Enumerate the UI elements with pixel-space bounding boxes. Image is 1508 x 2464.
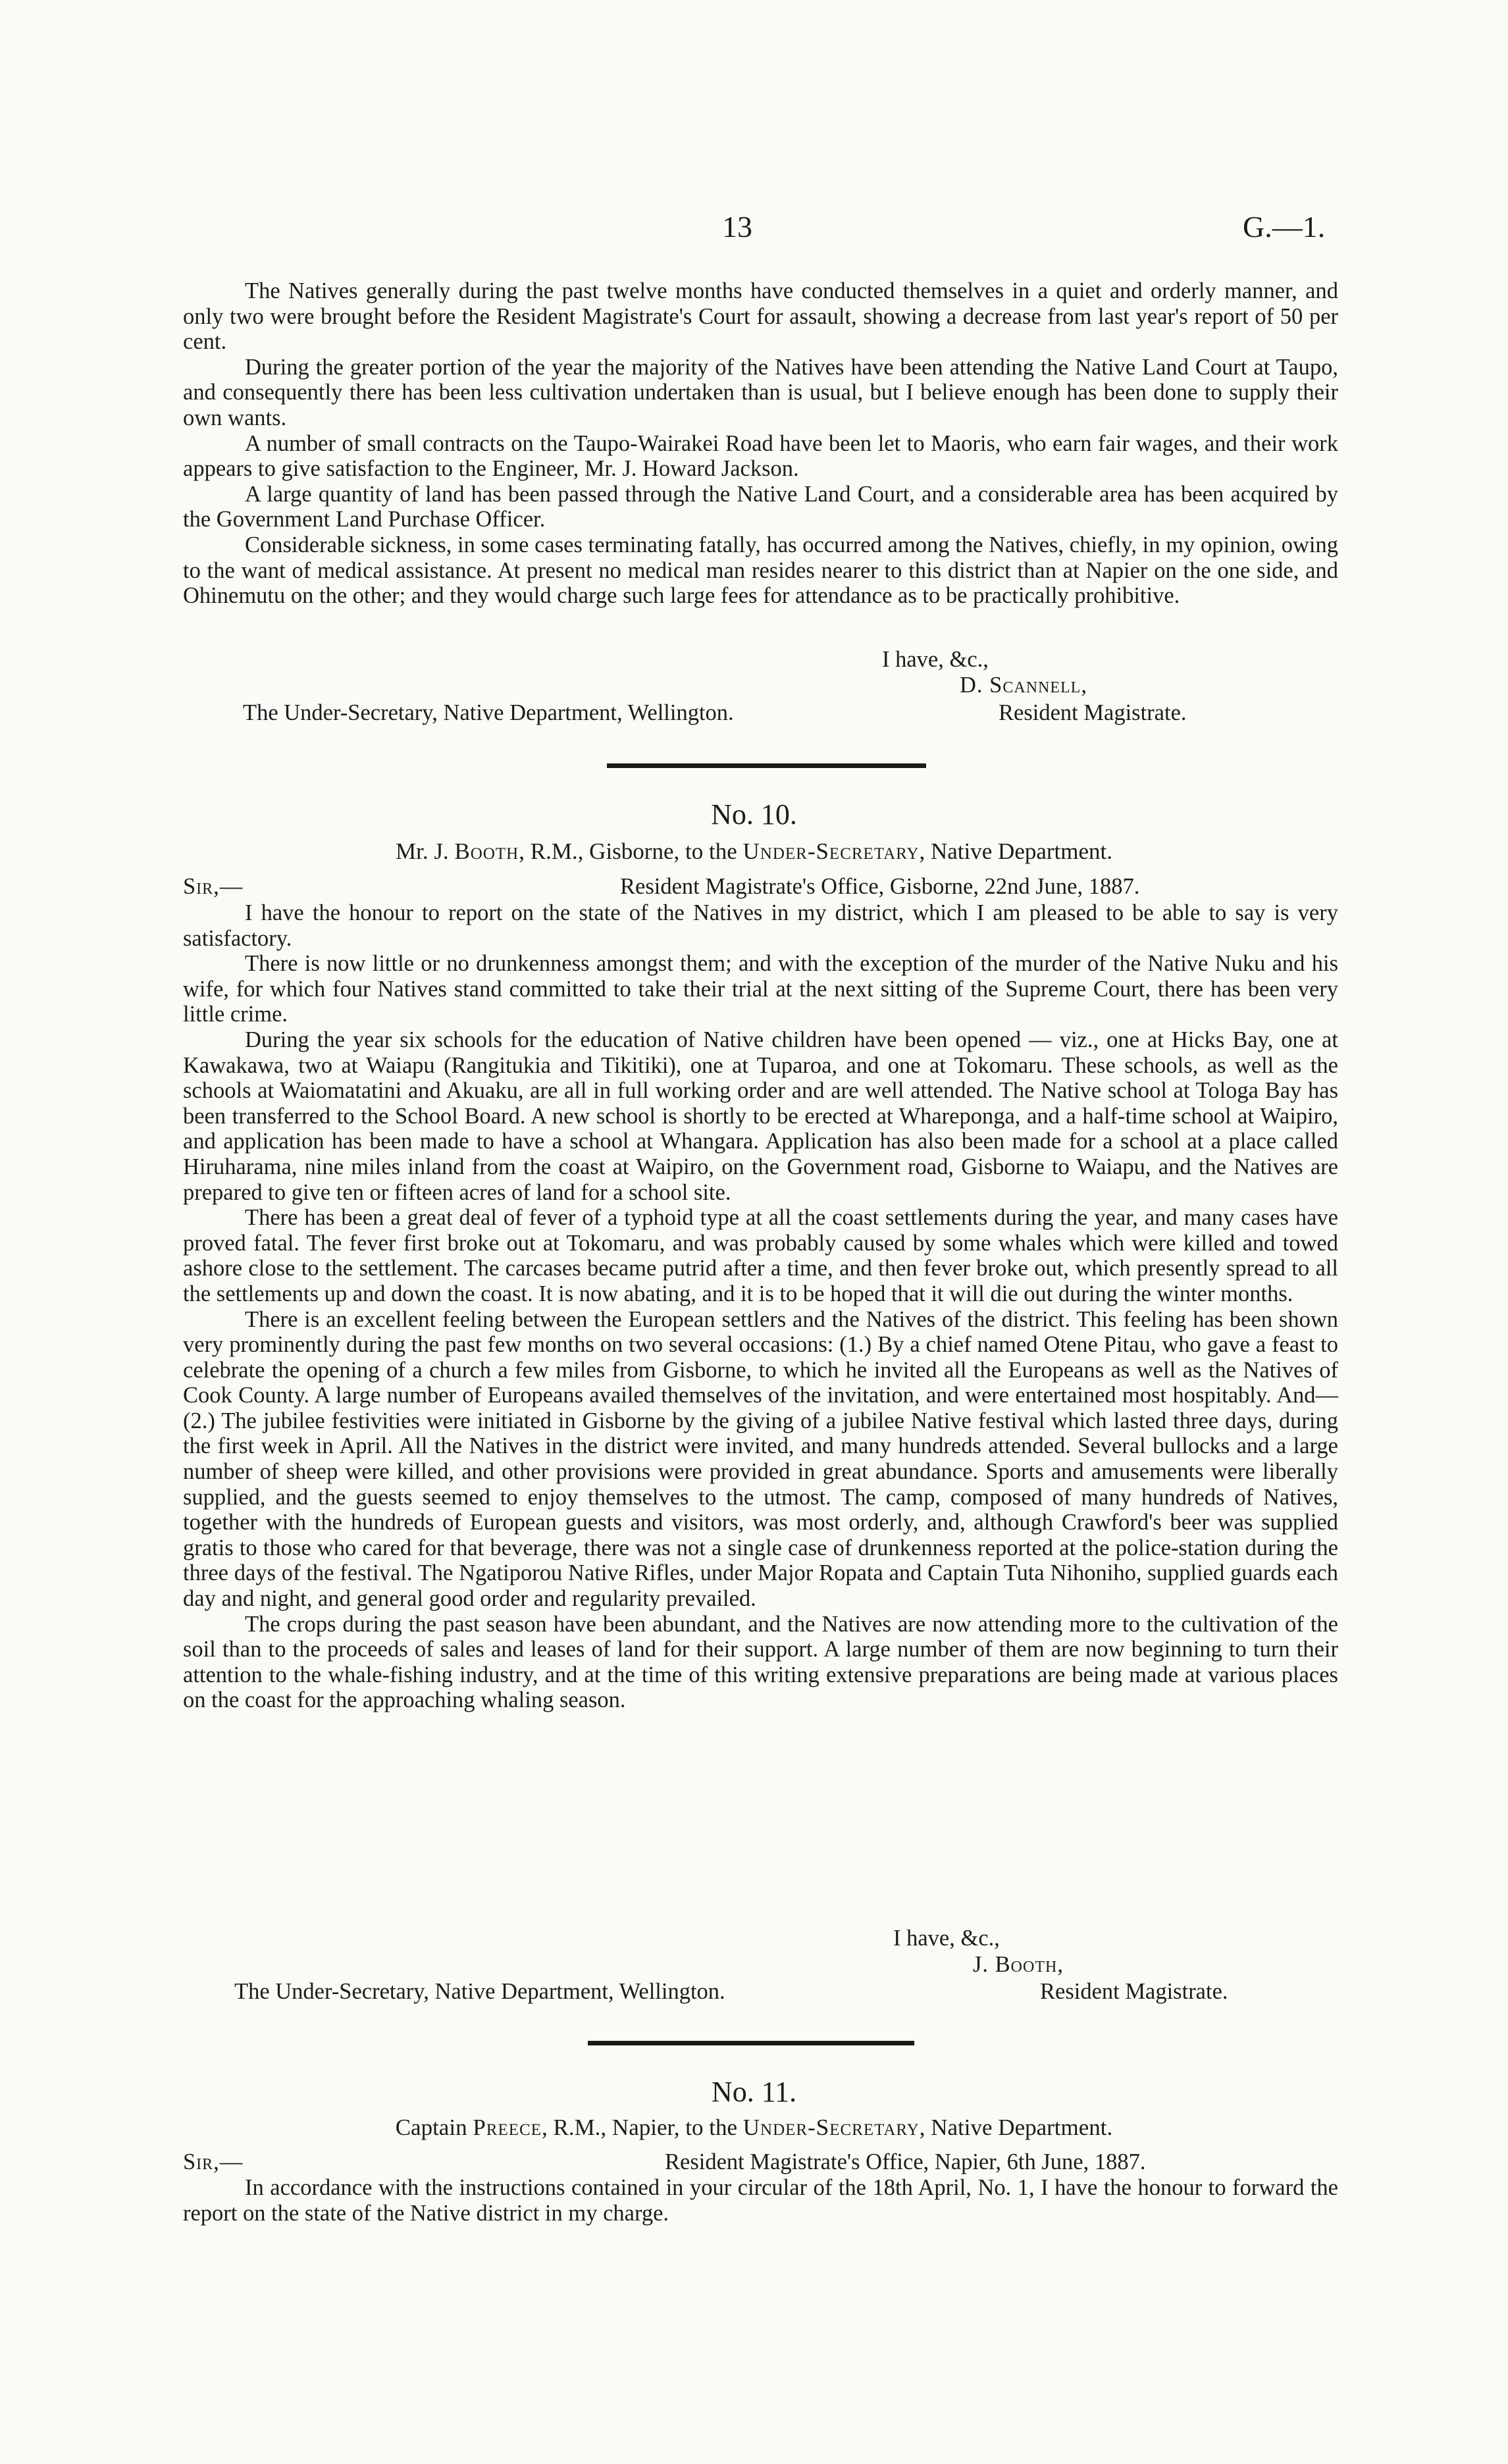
dateline: Resident Magistrate's Office, Gisborne, 22nd June, 1887. <box>620 874 1140 899</box>
paragraph: The crops during the past season have been abundant, and the Natives are now attending more to the cultivation of the soil than to the proceeds of sales and leases of land for their support. A large number of them are now beginning to turn their attention to the whale-fishing industry, and at the time of this writing extensive preparations are being made at various places on the coast for the approaching whaling season. <box>183 1611 1338 1713</box>
route-end: , Native Department. <box>919 838 1113 864</box>
addressee: The Under-Secretary, Native Department, Wellington. <box>243 700 734 725</box>
recipient: Under-Secretary <box>742 838 920 864</box>
route-middle: , R.M., Napier, to the <box>541 2115 737 2140</box>
paragraph: A large quantity of land has been passed through the Native Land Court, and a considerable area has been acquired by the Government Land Purchase Officer. <box>183 481 1338 532</box>
signer-title: Resident Magistrate. <box>1040 1979 1228 2004</box>
paragraph: During the greater portion of the year the majority of the Natives have been attending the Native Land Court at Taupo, and consequently there has been less cultivation undertaken than is usual, but I believe enough has been done to supply their own wants. <box>183 354 1338 430</box>
paragraph: I have the honour to report on the state of the Natives in my district, which I am pleased to be able to say is very satisfactory. <box>183 900 1338 951</box>
paragraph: Considerable sickness, in some cases terminating fatally, has occurred among the Natives, chiefly, in my opinion, owing to the want of medical assistance. At present no medical man resides nearer to this district than at Napier on the one side, and Ohinemutu on the other; and they would charge such large fees for attendance as to be practically prohibitive. <box>183 532 1338 609</box>
recipient: Under-Secretary <box>742 2115 920 2140</box>
addressee: The Under-Secretary, Native Department, Wellington. <box>234 1979 725 2004</box>
signer-name: J. Booth, <box>973 1952 1064 1977</box>
signer-name: D. Scannell, <box>960 673 1087 698</box>
report-10-route <box>0 838 1508 865</box>
report-9-body <box>183 278 1338 609</box>
report-10-title: No. 10. <box>711 798 797 831</box>
salutation: Sir,— <box>183 2149 244 2174</box>
route-prefix: Mr. J. <box>395 838 449 864</box>
route-prefix: Captain <box>395 2115 467 2140</box>
page-number: 13 <box>722 210 752 244</box>
closing: I have, &c., <box>882 647 989 672</box>
sender-name: Preece <box>473 2115 542 2140</box>
paragraph: The Natives generally during the past twelve months have conducted themselves in a quiet and orderly manner, and only two were brought before the Resident Magistrate's Court for assault, showing a decrease from last year's report of 50 per cent. <box>183 278 1338 355</box>
series-code: G.—1. <box>1243 210 1326 244</box>
paragraph: There has been a great deal of fever of a typhoid type at all the coast settlements during the year, and many cases have proved fatal. The fever first broke out at Tokomaru, and was probably caused by some whales which were killed and towed ashore close to the settlement. The carcases became putrid after a time, and then fever broke out, which presently spread to all the settlements up and down the coast. It is now abating, and it is to be hoped that it will die out during the winter months. <box>183 1205 1338 1306</box>
report-11-title: No. 11. <box>711 2076 797 2108</box>
route-middle: , R.M., Gisborne, to the <box>519 838 737 864</box>
paragraph: There is an excellent feeling between the European settlers and the Natives of the district. This feeling has been shown very prominently during the past few months on two several occasions: (1.) By a chief named Otene Pitau, who gave a feast to celebrate the opening of a church a few miles from Gisborne, to which he invited all the Europeans as well as the Natives of Cook County. A large number of Europeans availed themselves of the invitation, and were entertained most hospitably. And—(2.) The jubilee festivities were initiated in Gisborne by the giving of a jubilee Native festival which lasted three days, during the first week in April. All the Natives in the district were invited, and many hundreds attended. Several bullocks and a large number of sheep were killed, and other provisions were provided in great abundance. Sports and amusements were liberally supplied, and the guests seemed to enjoy themselves to the utmost. The camp, composed of many hundreds of Natives, together with the hundreds of European guests and visitors, was most orderly, and, although Crawford's beer was supplied gratis to those who cared for that beverage, there was not a single case of drunkenness reported at the police-station during the three days of the festival. The Ngatiporou Native Rifles, under Major Ropata and Captain Tuta Nihoniho, supplied guards each day and night, and general good order and regularity prevailed. <box>183 1306 1338 1612</box>
salutation: Sir,— <box>183 874 244 899</box>
dateline: Resident Magistrate's Office, Napier, 6th June, 1887. <box>665 2149 1146 2174</box>
report-11-body <box>183 2175 1338 2226</box>
section-divider <box>607 763 926 768</box>
paragraph: There is now little or no drunkenness amongst them; and with the exception of the murder of the Native Nuku and his wife, for which four Natives stand committed to take their trial at the next sitting of the Supreme Court, there has been very little crime. <box>183 951 1338 1027</box>
paragraph: A number of small contracts on the Taupo-Wairakei Road have been let to Maoris, who earn fair wages, and their work appears to give satisfaction to the Engineer, Mr. J. Howard Jackson. <box>183 430 1338 482</box>
paragraph: During the year six schools for the education of Native children have been opened — viz., one at Hicks Bay, one at Kawakawa, two at Waiapu (Rangitukia and Tikitiki), one at Tuparoa, and one at Tokomaru. These schools, as well as the schools at Waiomatatini and Akuaku, are all in full working order and are well attended. The Native school at Tologa Bay has been transferred to the School Board. A new school is shortly to be erected at Whareponga, and a half-time school at Waipiro, and application has been made to have a school at Whangara. Application has also been made for a school at a place called Hiruharama, nine miles inland from the coast at Waipiro, on the Government road, Gisborne to Waiapu, and the Natives are prepared to give ten or fifteen acres of land for a school site. <box>183 1027 1338 1205</box>
route-end: , Native Department. <box>919 2115 1113 2140</box>
signer-title: Resident Magistrate. <box>999 700 1187 725</box>
page-header <box>0 209 1508 249</box>
sender-name: Booth <box>454 838 519 864</box>
report-11-route <box>0 2115 1508 2141</box>
paragraph: In accordance with the instructions contained in your circular of the 18th April, No. 1, I have the honour to forward the report on the state of the Native district in my charge. <box>183 2175 1338 2226</box>
report-10-body <box>183 900 1338 1713</box>
section-divider <box>588 2041 914 2045</box>
closing: I have, &c., <box>893 1926 1000 1951</box>
